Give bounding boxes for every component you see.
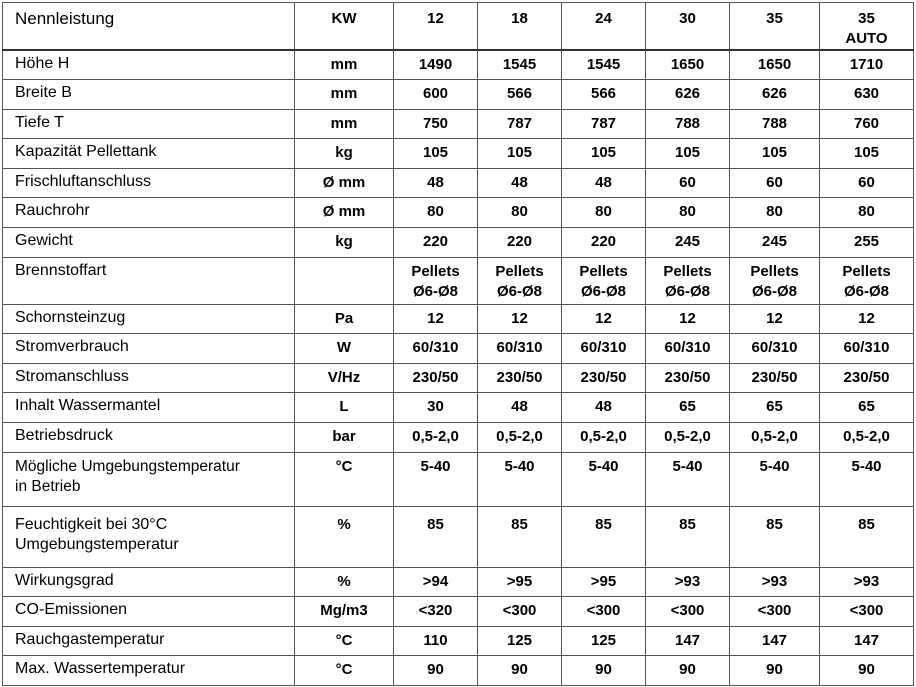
header-row (3, 3, 914, 51)
cell-value: 60/310 (478, 334, 562, 364)
cell-value: 626 (646, 80, 730, 110)
cell-value: 566 (478, 80, 562, 110)
cell-value: 48 (478, 168, 562, 198)
row-unit: °C (295, 452, 394, 506)
table-row (3, 452, 914, 506)
cell-value: 0,5-2,0 (730, 423, 820, 453)
cell-value: 788 (646, 109, 730, 139)
cell-value: 230/50 (820, 363, 914, 393)
cell-value: 600 (394, 80, 478, 110)
row-unit: % (295, 567, 394, 597)
table-row (3, 363, 914, 393)
cell-value: 230/50 (646, 363, 730, 393)
cell-value: 626 (730, 80, 820, 110)
cell-value: 80 (562, 198, 646, 228)
cell-value: >93 (820, 567, 914, 597)
cell-value: Pellets Ø6-Ø8 (478, 257, 562, 304)
row-unit: bar (295, 423, 394, 453)
cell-value: 90 (562, 656, 646, 686)
row-label: Rauchrohr (3, 198, 295, 228)
row-unit: % (295, 506, 394, 567)
cell-value: 65 (820, 393, 914, 423)
cell-value: 1545 (562, 50, 646, 80)
cell-value: 12 (394, 304, 478, 334)
cell-value: 5-40 (562, 452, 646, 506)
cell-value: 0,5-2,0 (478, 423, 562, 453)
cell-value: 60/310 (820, 334, 914, 364)
table-row (3, 393, 914, 423)
cell-value: >94 (394, 567, 478, 597)
row-unit: Pa (295, 304, 394, 334)
cell-value: 5-40 (730, 452, 820, 506)
cell-value: 60 (820, 168, 914, 198)
table-row (3, 304, 914, 334)
table-row (3, 597, 914, 627)
cell-value: 105 (730, 139, 820, 169)
table-row (3, 168, 914, 198)
row-unit: mm (295, 50, 394, 80)
model-header: 18 (478, 3, 562, 51)
cell-value: Pellets Ø6-Ø8 (394, 257, 478, 304)
row-label: Feuchtigkeit bei 30°C Umgebungstemperatur (3, 506, 295, 567)
row-unit: kg (295, 228, 394, 258)
row-unit: W (295, 334, 394, 364)
row-unit: mm (295, 80, 394, 110)
table-row (3, 228, 914, 258)
cell-value: 60/310 (646, 334, 730, 364)
table-row (3, 506, 914, 567)
cell-value: <300 (478, 597, 562, 627)
header-unit: KW (295, 3, 394, 51)
cell-value: 5-40 (394, 452, 478, 506)
cell-value: 12 (562, 304, 646, 334)
cell-value: 90 (478, 656, 562, 686)
row-unit: kg (295, 139, 394, 169)
cell-value: 80 (646, 198, 730, 228)
cell-value: >95 (562, 567, 646, 597)
cell-value: 85 (820, 506, 914, 567)
cell-value: 80 (478, 198, 562, 228)
cell-value: 85 (646, 506, 730, 567)
cell-value: >93 (730, 567, 820, 597)
cell-value: 566 (562, 80, 646, 110)
row-unit: °C (295, 656, 394, 686)
cell-value: 760 (820, 109, 914, 139)
row-unit (295, 257, 394, 304)
cell-value: 147 (730, 626, 820, 656)
table-row (3, 139, 914, 169)
cell-value: 230/50 (730, 363, 820, 393)
row-label: Breite B (3, 80, 295, 110)
row-unit: L (295, 393, 394, 423)
cell-value: 48 (562, 393, 646, 423)
cell-value: 1650 (730, 50, 820, 80)
cell-value: 60/310 (394, 334, 478, 364)
row-unit: Mg/m3 (295, 597, 394, 627)
row-label: Stromanschluss (3, 363, 295, 393)
cell-value: 110 (394, 626, 478, 656)
row-label: Max. Wassertemperatur (3, 656, 295, 686)
cell-value: 30 (394, 393, 478, 423)
row-label: Inhalt Wassermantel (3, 393, 295, 423)
row-unit: V/Hz (295, 363, 394, 393)
cell-value: 90 (730, 656, 820, 686)
cell-value: 80 (394, 198, 478, 228)
cell-value: 245 (730, 228, 820, 258)
row-label: Höhe H (3, 50, 295, 80)
cell-value: 245 (646, 228, 730, 258)
cell-value: 0,5-2,0 (562, 423, 646, 453)
cell-value: 12 (820, 304, 914, 334)
cell-value: 60 (730, 168, 820, 198)
row-label: Wirkungsgrad (3, 567, 295, 597)
cell-value: 630 (820, 80, 914, 110)
cell-value: 105 (820, 139, 914, 169)
cell-value: 85 (478, 506, 562, 567)
row-label: CO-Emissionen (3, 597, 295, 627)
cell-value: 60/310 (730, 334, 820, 364)
cell-value: 147 (646, 626, 730, 656)
cell-value: 0,5-2,0 (646, 423, 730, 453)
model-header: 12 (394, 3, 478, 51)
table-row (3, 80, 914, 110)
model-header: 35 (730, 3, 820, 51)
cell-value: 0,5-2,0 (820, 423, 914, 453)
cell-value: 80 (730, 198, 820, 228)
header-label: Nennleistung (3, 3, 295, 51)
row-unit: °C (295, 626, 394, 656)
table-row (3, 567, 914, 597)
cell-value: Pellets Ø6-Ø8 (820, 257, 914, 304)
cell-value: 125 (478, 626, 562, 656)
cell-value: >93 (646, 567, 730, 597)
cell-value: <320 (394, 597, 478, 627)
row-label: Schornsteinzug (3, 304, 295, 334)
table-row (3, 626, 914, 656)
table-row (3, 334, 914, 364)
cell-value: 125 (562, 626, 646, 656)
cell-value: 788 (730, 109, 820, 139)
cell-value: 230/50 (562, 363, 646, 393)
model-header: 24 (562, 3, 646, 51)
cell-value: 12 (730, 304, 820, 334)
model-header: 35 AUTO (820, 3, 914, 51)
cell-value: <300 (820, 597, 914, 627)
table-row (3, 109, 914, 139)
cell-value: 48 (478, 393, 562, 423)
cell-value: 60 (646, 168, 730, 198)
cell-value: 105 (394, 139, 478, 169)
cell-value: 12 (646, 304, 730, 334)
cell-value: 230/50 (394, 363, 478, 393)
cell-value: 105 (562, 139, 646, 169)
cell-value: 48 (562, 168, 646, 198)
cell-value: 0,5-2,0 (394, 423, 478, 453)
cell-value: 80 (820, 198, 914, 228)
cell-value: 105 (478, 139, 562, 169)
table-row (3, 198, 914, 228)
cell-value: 85 (730, 506, 820, 567)
cell-value: 90 (394, 656, 478, 686)
cell-value: <300 (730, 597, 820, 627)
row-label: Betriebsdruck (3, 423, 295, 453)
cell-value: 90 (820, 656, 914, 686)
cell-value: Pellets Ø6-Ø8 (646, 257, 730, 304)
cell-value: 48 (394, 168, 478, 198)
table-row (3, 656, 914, 686)
cell-value: 220 (478, 228, 562, 258)
cell-value: 65 (730, 393, 820, 423)
cell-value: 90 (646, 656, 730, 686)
cell-value: 65 (646, 393, 730, 423)
cell-value: 220 (394, 228, 478, 258)
row-unit: Ø mm (295, 168, 394, 198)
cell-value: 12 (478, 304, 562, 334)
row-label: Brennstoffart (3, 257, 295, 304)
row-label: Mögliche Umgebungstemperatur in Betrieb (3, 452, 295, 506)
cell-value: 85 (394, 506, 478, 567)
cell-value: 147 (820, 626, 914, 656)
cell-value: 1710 (820, 50, 914, 80)
cell-value: 1490 (394, 50, 478, 80)
row-label: Tiefe T (3, 109, 295, 139)
model-header: 30 (646, 3, 730, 51)
row-unit: Ø mm (295, 198, 394, 228)
cell-value: Pellets Ø6-Ø8 (562, 257, 646, 304)
cell-value: <300 (562, 597, 646, 627)
cell-value: 230/50 (478, 363, 562, 393)
row-unit: mm (295, 109, 394, 139)
specifications-table (2, 2, 914, 686)
cell-value: 5-40 (820, 452, 914, 506)
cell-value: 105 (646, 139, 730, 169)
cell-value: 60/310 (562, 334, 646, 364)
cell-value: 220 (562, 228, 646, 258)
row-label: Frischluftanschluss (3, 168, 295, 198)
row-label: Stromverbrauch (3, 334, 295, 364)
cell-value: 5-40 (646, 452, 730, 506)
row-label: Kapazität Pellettank (3, 139, 295, 169)
cell-value: 750 (394, 109, 478, 139)
cell-value: 255 (820, 228, 914, 258)
row-label: Rauchgastemperatur (3, 626, 295, 656)
cell-value: 787 (562, 109, 646, 139)
cell-value: 1545 (478, 50, 562, 80)
cell-value: 1650 (646, 50, 730, 80)
table-row (3, 423, 914, 453)
cell-value: >95 (478, 567, 562, 597)
cell-value: 787 (478, 109, 562, 139)
cell-value: 5-40 (478, 452, 562, 506)
table-row (3, 257, 914, 304)
cell-value: <300 (646, 597, 730, 627)
table-row (3, 50, 914, 80)
cell-value: 85 (562, 506, 646, 567)
cell-value: Pellets Ø6-Ø8 (730, 257, 820, 304)
row-label: Gewicht (3, 228, 295, 258)
